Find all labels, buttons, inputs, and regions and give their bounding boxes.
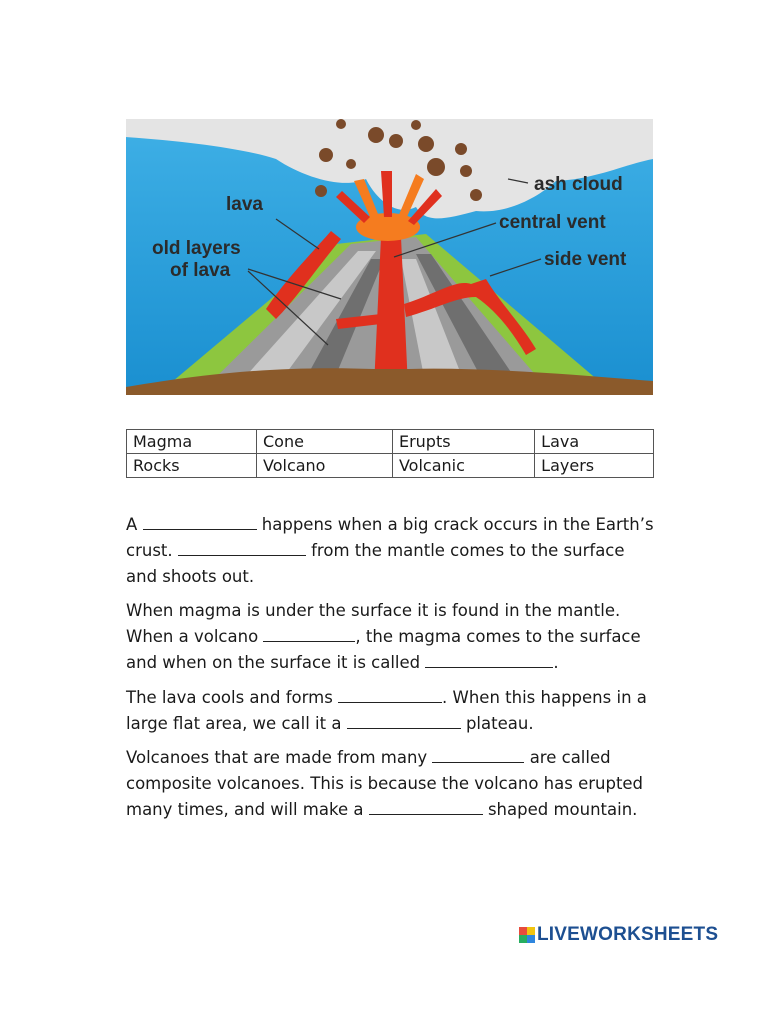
- word-bank-cell: Volcanic: [392, 454, 534, 478]
- label-lava: lava: [226, 194, 263, 215]
- paragraph-4: [126, 745, 656, 823]
- word-bank-cell: Erupts: [392, 430, 534, 454]
- answer-blank[interactable]: [263, 627, 355, 642]
- paragraph-text: When magma is under the surface it is found in the mantle. When a volcano: [126, 601, 621, 646]
- word-bank-cell: Rocks: [127, 454, 257, 478]
- liveworksheets-logo: [519, 924, 718, 946]
- label-old-layers-line1: old layers: [152, 238, 241, 259]
- word-bank-cell: Layers: [535, 454, 654, 478]
- answer-blank[interactable]: [143, 515, 257, 530]
- paragraph-text: are called composite volcanoes. This is because the volcano has erupted many times, and will make a: [126, 748, 644, 819]
- label-ash-cloud: ash cloud: [534, 174, 623, 195]
- paragraph-text: .: [553, 653, 559, 672]
- paragraph-3: [126, 685, 656, 737]
- answer-blank[interactable]: [338, 688, 442, 703]
- logo-mark-icon: [519, 927, 535, 943]
- answer-blank[interactable]: [178, 541, 306, 556]
- paragraph-text: shaped mountain.: [482, 800, 638, 819]
- word-bank-cell: Magma: [127, 430, 257, 454]
- word-bank-cell: Lava: [535, 430, 654, 454]
- paragraph-text: Volcanoes that are made from many: [126, 748, 433, 767]
- table-row: [127, 454, 654, 478]
- word-bank-cell: Cone: [257, 430, 393, 454]
- word-bank-cell: Volcano: [257, 454, 393, 478]
- paragraph-text: happens when a big crack occurs in the Earth’s crust.: [126, 515, 654, 560]
- paragraph-text: . When this happens in a large flat area, we call it a: [126, 688, 647, 733]
- brand-text: LIVEWORKSHEETS: [537, 924, 719, 945]
- paragraph-text: from the mantle comes to the surface and shoots out.: [126, 541, 625, 586]
- paragraph-2: [126, 598, 656, 676]
- answer-blank[interactable]: [347, 714, 461, 729]
- label-old-layers-line2: of lava: [170, 260, 231, 281]
- answer-blank[interactable]: [432, 748, 524, 763]
- paragraph-text: The lava cools and forms: [126, 688, 339, 707]
- volcano-diagram: [126, 119, 653, 395]
- paragraph-1: [126, 512, 656, 590]
- label-side-vent: side vent: [544, 249, 627, 270]
- paragraph-text: , the magma comes to the surface and when on the surface it is called: [126, 627, 641, 672]
- label-central-vent: central vent: [499, 212, 606, 233]
- table-row: [127, 430, 654, 454]
- word-bank-table: [126, 429, 654, 478]
- paragraph-text: A: [126, 515, 143, 534]
- answer-blank[interactable]: [425, 653, 553, 668]
- answer-blank[interactable]: [369, 800, 483, 815]
- paragraph-text: plateau.: [460, 714, 534, 733]
